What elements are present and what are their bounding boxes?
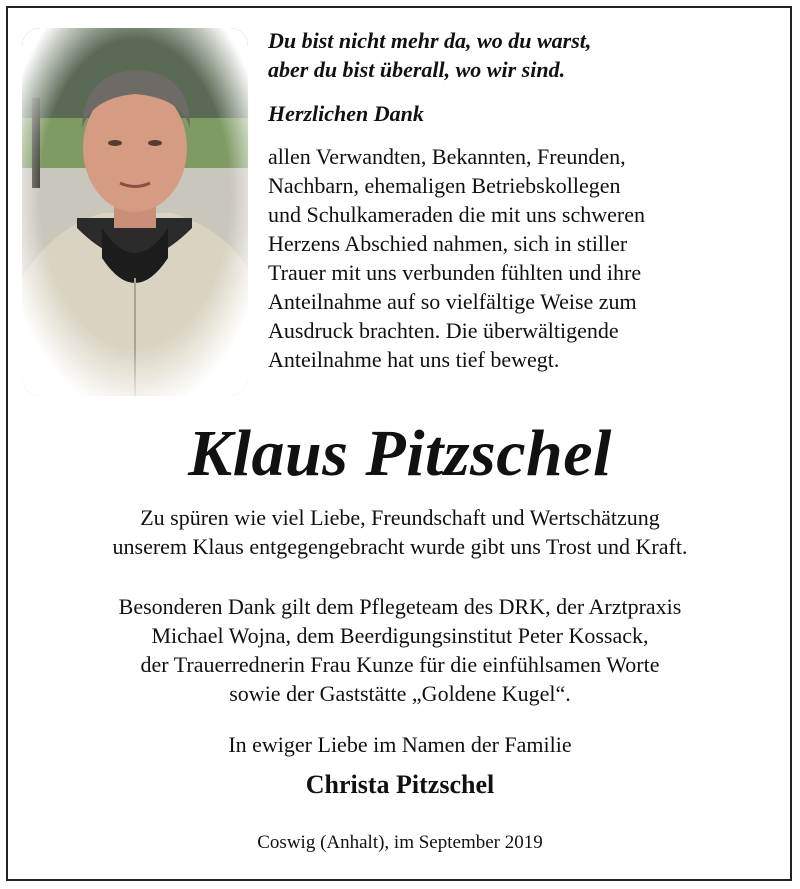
thanks-line: Herzens Abschied nahmen, sich in stiller [268, 231, 628, 256]
thanks-line: Anteilnahme auf so vielfältige Weise zum [268, 289, 637, 314]
quote [268, 26, 778, 84]
portrait-photo [22, 28, 248, 396]
paragraph-line: unserem Klaus entgegengebracht wurde gibt uns Trost und Kraft. [112, 534, 688, 559]
family-line [0, 730, 800, 759]
paragraph-line: der Trauerrednerin Frau Kunze für die einfühlsamen Worte [140, 652, 660, 677]
deceased-name: Klaus Pitzschel [188, 417, 612, 490]
paragraph-special-thanks [0, 592, 800, 708]
paragraph-line: Michael Wojna, dem Beerdigungsinstitut Peter Kossack, [151, 623, 649, 648]
thanks-line: und Schulkameraden die mit uns schweren [268, 202, 645, 227]
place-date: Coswig (Anhalt), im September 2019 [257, 832, 543, 853]
paragraph-gratitude [0, 503, 800, 561]
thanks-line: Trauer mit uns verbunden fühlten und ihre [268, 260, 642, 285]
paragraph-line: sowie der Gaststätte „Goldene Kugel“. [229, 681, 571, 706]
thanks-body [268, 142, 788, 374]
thanks-line: Anteilnahme hat uns tief bewegt. [268, 347, 560, 372]
quote-line: Du bist nicht mehr da, wo du warst, [268, 28, 592, 53]
quote-line: aber du bist überall, wo wir sind. [268, 57, 566, 82]
thanks-line: Nachbarn, ehemaligen Betriebskollegen [268, 173, 621, 198]
portrait-icon [22, 28, 248, 396]
thanks-line: allen Verwandten, Bekannten, Freunden, [268, 144, 626, 169]
family-text: In ewiger Liebe im Namen der Familie [228, 732, 572, 757]
thanks-heading: Herzlichen Dank [268, 101, 424, 126]
signer-name: Christa Pitzschel [305, 770, 495, 799]
paragraph-line: Zu spüren wie viel Liebe, Freundschaft und Wertschätzung [140, 505, 660, 530]
thanks-line: Ausdruck brachten. Die überwältigende [268, 318, 619, 343]
paragraph-line: Besonderen Dank gilt dem Pflegeteam des DRK, der Arztpraxis [118, 594, 682, 619]
